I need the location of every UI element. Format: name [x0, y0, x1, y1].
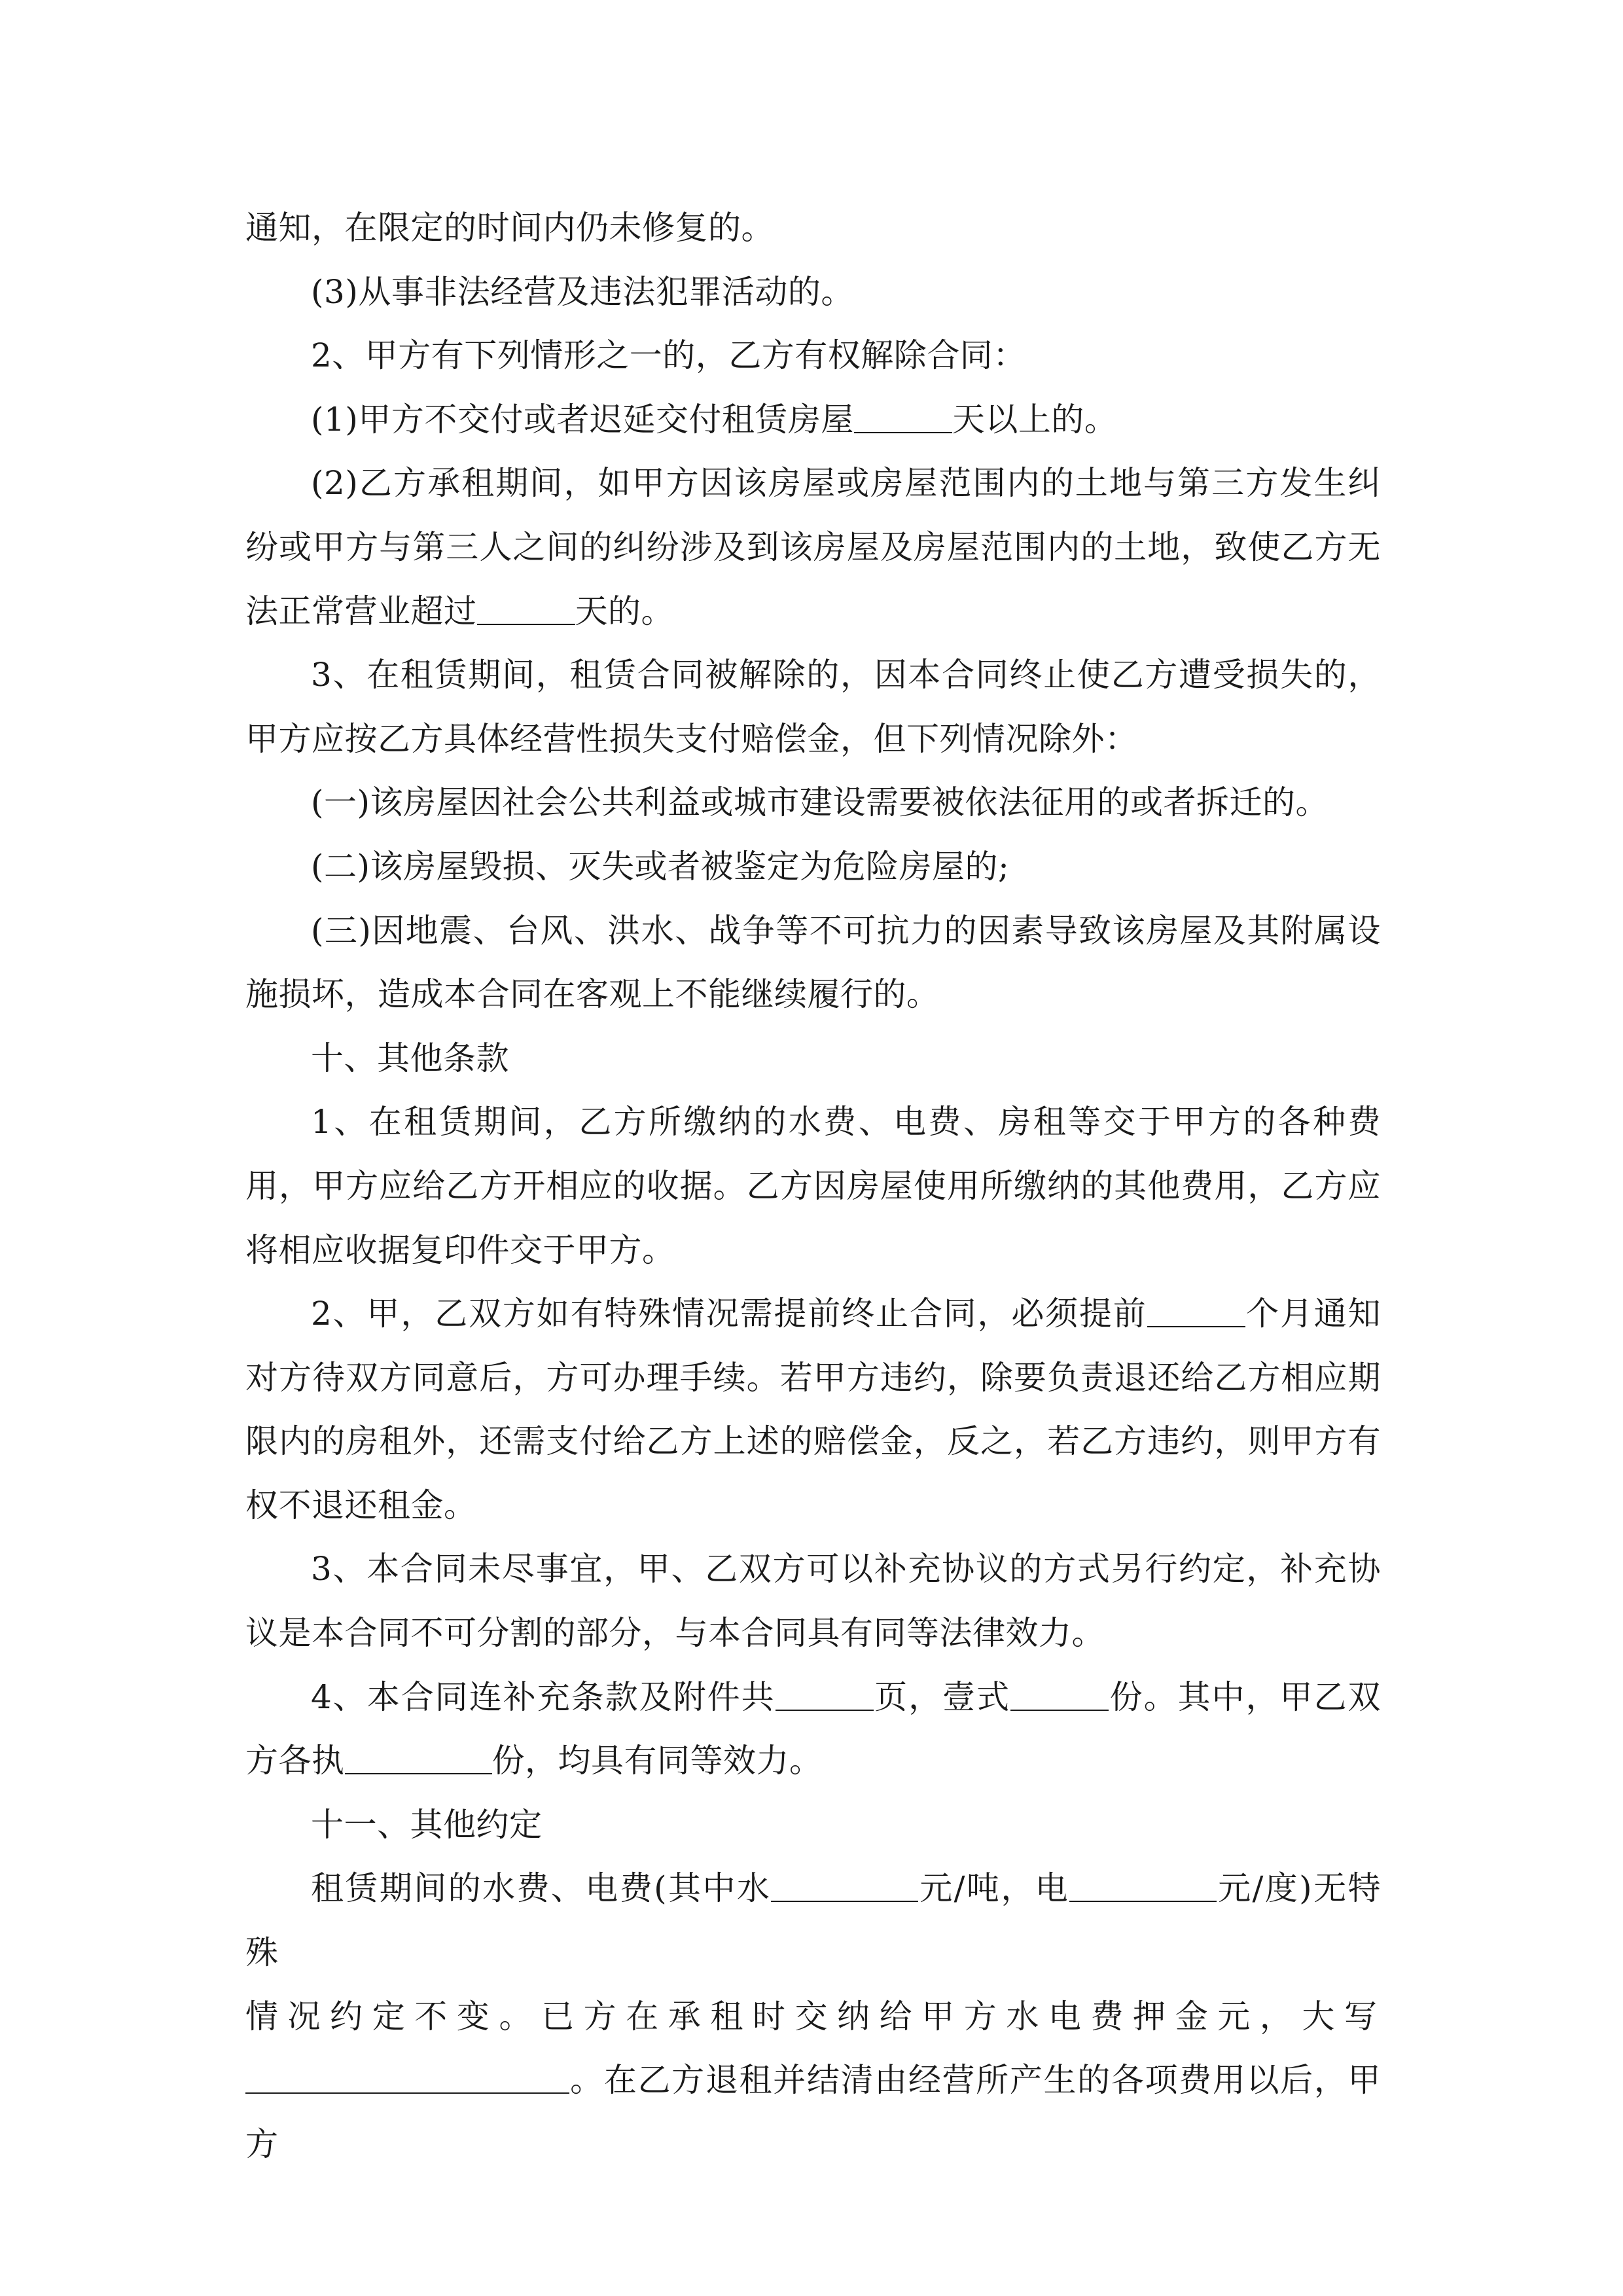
fill-in-blank[interactable]: [1010, 1678, 1109, 1711]
paragraph-text: 租赁期间的水费、电费(其中水: [311, 1869, 772, 1908]
paragraph-text: 天以上的。: [952, 400, 1118, 439]
paragraph-text: 1、在租赁期间，乙方所缴纳的水费、电费、房租等交于甲方的各种费用，甲方应给乙方开相应的收据。乙方因房屋使用所缴纳的其他费用，乙方应将相应收据复印件交于甲方。: [245, 1103, 1381, 1269]
fill-in-blank[interactable]: [345, 1742, 492, 1774]
paragraph: [245, 452, 1381, 643]
paragraph-text: 2、甲，乙双方如有特殊情况需提前终止合同，必须提前: [311, 1295, 1147, 1333]
paragraph: [245, 899, 1381, 1027]
heading-text: 十一、其他约定: [311, 1805, 543, 1844]
paragraph-text: (二)该房屋毁损、灭失或者被鉴定为危险房屋的;: [311, 847, 1010, 886]
contract-body: [245, 196, 1381, 2176]
paragraph-text: 份。其中，甲乙双方各执: [245, 1677, 1382, 1780]
paragraph: [245, 1282, 1381, 1537]
fill-in-blank[interactable]: [776, 1678, 874, 1711]
paragraph-text: 4、本合同连补充条款及附件共: [311, 1677, 776, 1716]
paragraph: [245, 835, 1381, 899]
paragraph-text: 通知，在限定的时间内仍未修复的。: [245, 209, 774, 247]
paragraph-text: (1)甲方不交付或者迟延交付租赁房屋: [311, 400, 854, 439]
paragraph-text: (3)从事非法经营及违法犯罪活动的。: [311, 272, 854, 311]
section-heading: [245, 1793, 1381, 1857]
paragraph-text: 3、本合同未尽事宜，甲、乙双方可以补充协议的方式另行约定，补充协议是本合同不可分割的部分，与本合同具有同等法律效力。: [245, 1550, 1381, 1653]
fill-in-blank[interactable]: [771, 1869, 918, 1902]
paragraph: [245, 1985, 1381, 2049]
paragraph-text: 页，壹式: [873, 1677, 1011, 1716]
paragraph: [245, 1857, 1381, 1984]
paragraph: [245, 1537, 1381, 1665]
fill-in-blank[interactable]: [245, 2061, 569, 2094]
paragraph-text: 。在乙方退租并结清由经营所产生的各项费用以后，甲方: [245, 2061, 1381, 2163]
paragraph-text: 元/吨，电: [918, 1869, 1070, 1908]
paragraph: [245, 1090, 1381, 1282]
paragraph-text: 天的。: [575, 592, 674, 630]
fill-in-blank[interactable]: [1069, 1869, 1217, 1902]
paragraph: [245, 771, 1381, 835]
paragraph-text: (三)因地震、台风、洪水、战争等不可抗力的因素导致该房屋及其附属设施损坏，造成本合同在客观上不能继续履行的。: [245, 911, 1381, 1014]
paragraph: [245, 260, 1381, 325]
paragraph-text: (2)乙方承租期间，如甲方因该房屋或房屋范围内的土地与第三方发生纠纷或甲方与第三人之间的纠纷涉及到该房屋及房屋范围内的土地，致使乙方无法正常营业超过: [245, 464, 1381, 630]
paragraph-text: 情况约定不变。已方在承租时交纳给甲方水电费押金元，大写: [245, 1997, 1381, 2036]
paragraph: [245, 196, 1381, 260]
paragraph: [245, 2049, 1381, 2176]
paragraph: [245, 324, 1381, 388]
paragraph: [245, 388, 1381, 452]
paragraph-text: 元/度)无特殊: [245, 1869, 1381, 1972]
paragraph-text: (一)该房屋因社会公共利益或城市建设需要被依法征用的或者拆迁的。: [311, 783, 1329, 822]
fill-in-blank[interactable]: [1147, 1295, 1245, 1327]
fill-in-blank[interactable]: [477, 592, 575, 625]
section-heading: [245, 1027, 1381, 1091]
paragraph-text: 2、甲方有下列情形之一的，乙方有权解除合同：: [311, 336, 1026, 375]
heading-text: 十、其他条款: [311, 1039, 509, 1077]
paragraph: [245, 643, 1381, 771]
fill-in-blank[interactable]: [854, 401, 952, 433]
paragraph: [245, 1666, 1381, 1793]
paragraph-text: 3、在租赁期间，租赁合同被解除的，因本合同终止使乙方遭受损失的，甲方应按乙方具体经营性损失支付赔偿金，但下列情况除外：: [245, 656, 1381, 758]
paragraph-text: 个月通知对方待双方同意后，方可办理手续。若甲方违约，除要负责退还给乙方相应期限内的房租外，还需支付给乙方上述的赔偿金，反之，若乙方违约，则甲方有权不退还租金。: [245, 1295, 1382, 1524]
paragraph-text: 份，均具有同等效力。: [491, 1742, 823, 1780]
